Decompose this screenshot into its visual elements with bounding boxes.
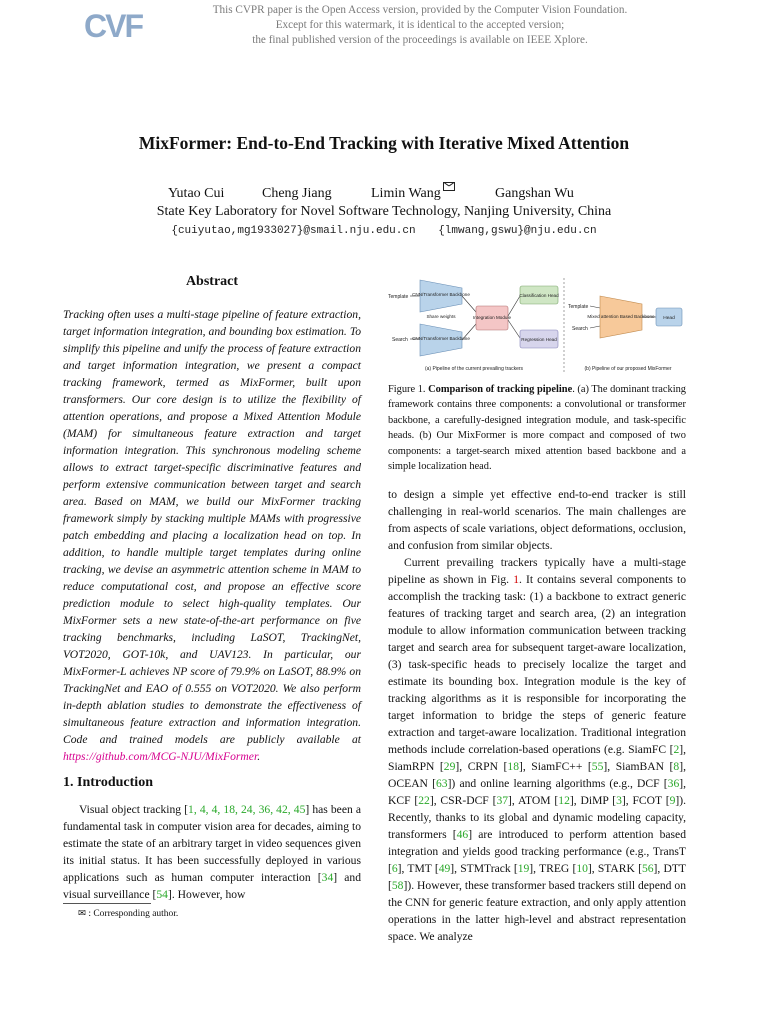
abstract-text	[63, 306, 361, 765]
cite-37[interactable]: 37	[496, 794, 509, 807]
intro-paragraph	[63, 801, 361, 903]
p2-text-11: ], ATOM [	[508, 794, 559, 807]
author-list	[168, 186, 588, 204]
cite-18[interactable]: 18	[507, 760, 519, 773]
p2-text-b: . It contains several components to accomplish the tracking task: (1) a backbone to extract generic features of tracking target and search area, (2) an integration module to allow information communication between tracking target and search area for subsequent target-aware localization, (3) task-specific heads to precisely localize the target and estimate its bounding box. Integration module is the key of tracking algorithms as it is responsible for incorporating the target information to bridge the steps of generic feature extraction and target-aware localization. Traditional integration methods include correlation-based operations (e.g. SiamFC [	[388, 573, 686, 756]
head-label: Head	[663, 316, 675, 321]
cite-6[interactable]: 6	[391, 862, 398, 875]
p2-text-7: ], OCEAN [	[388, 760, 686, 790]
fig-ref-1[interactable]: 1	[513, 573, 519, 586]
cite-8[interactable]: 8	[673, 760, 680, 773]
intro-text-c: ] and visual surveillance [	[63, 871, 362, 901]
abstract-main: Tracking often uses a multi-stage pipeline of feature extraction, target information integration, and bounding box estimation. To simplify this pipeline and unify the process of feature extraction and target information integration, we present a compact tracking framework, termed as MixFormer, built upon transformers. Our core design is to utilize the flexibility of attention operations, and propose a Mixed Attention Module (MAM) for simultaneous feature extraction and target information integration. This synchronous modeling scheme allows to extract target-specific discriminative features and perform extensive communication between target and search area. Based on MAM, we build our MixFormer tracking framework simply by stacking multiple MAMs with progressive patch embedding and placing a localization head on top. In addition, to handle multiple target templates during online tracking, we devise an asymmetric attention scheme in MAM to reduce computational cost, and propose an effective score prediction module to select high-quality templates. Our MixFormer sets a new state-of-the-art performance on five tracking benchmarks, including LaSOT, TrackingNet, VOT2020, GOT-10k, and UAV123. In particular, our MixFormer-L achieves NP score of 79.9% on LaSOT, 88.9% on TrackingNet and EAO of 0.555 on VOT2020. We also perform in-depth ablation studies to demonstrate the effectiveness of simultaneous feature extraction and information integration. Code and trained models are publicly available at	[63, 308, 361, 746]
p2-text-4: ], CRPN [	[455, 760, 508, 773]
p2-text-15: ] are introduced to perform attention based integration and yields good tracking performance (e.g., TransT [	[388, 828, 686, 875]
watermark-line-1: This CVPR paper is the Open Access version, provided by the Computer Vision Foundation.	[212, 4, 628, 16]
right-column-body	[388, 486, 686, 945]
pipeline-diagram	[388, 276, 692, 376]
cite-46[interactable]: 46	[456, 828, 469, 841]
author-3	[371, 186, 455, 202]
cite-58[interactable]: 58	[391, 879, 404, 892]
abstract-body	[63, 306, 361, 765]
paper-title: MixFormer: End-to-End Tracking with Iterative Mixed Attention	[138, 133, 630, 153]
watermark-line-2: Except for this watermark, it is identical to the accepted version;	[275, 19, 565, 31]
p2-text-6: ], SiamBAN [	[603, 760, 674, 773]
p2-text-16: ], TMT [	[397, 862, 439, 875]
p2-text-3: ], SiamRPN [	[388, 743, 686, 773]
arrow-b1-int	[462, 296, 476, 312]
fig-b-search-label: Search	[572, 326, 588, 332]
cite-54[interactable]: 54	[156, 888, 168, 901]
p2-text-21: ]). However, these transformer based trackers still depend on the CNN for generic feature extraction, and only apply attention operations in the latter high-level and abstract representation space. We analyze	[388, 879, 686, 943]
p2-text-12: ], DiMP [	[569, 794, 617, 807]
cls-head-label: Classification Head	[519, 293, 559, 298]
p2-text-18: ], TREG [	[529, 862, 577, 875]
fig-a-caption: (a) Pipeline of the current prevailing trackers	[424, 366, 524, 372]
fig-b-template-label: Template	[568, 304, 589, 310]
arrow-b-search	[590, 326, 600, 328]
p2-text-9: ], KCF [	[388, 777, 686, 807]
abstract-heading: Abstract	[185, 274, 239, 289]
fig-b-caption: (b) Pipeline of our proposed MixFormer	[584, 366, 672, 372]
cite-34[interactable]: 34	[321, 871, 334, 884]
author-3-name: Limin Wang	[371, 186, 441, 201]
abstract-end: .	[257, 750, 261, 763]
envelope-icon	[443, 182, 455, 191]
cite-49[interactable]: 49	[438, 862, 451, 875]
integration-label: Integration Module	[472, 315, 512, 320]
cite-2[interactable]: 2	[673, 743, 680, 756]
cite-36[interactable]: 36	[667, 777, 680, 790]
cite-55[interactable]: 55	[591, 760, 604, 773]
intro-text-b: ] has been a fundamental task in computer vision area for decades, aiming to estimate the state of an arbitrary target in video sequences given its initial status. It has been successfully deployed in various applications such as human computer interaction [	[63, 803, 362, 884]
intro-heading: 1. Introduction	[63, 775, 153, 790]
p2-text-5: ], SiamFC++ [	[518, 760, 592, 773]
fig-caption-prefix: Figure 1.	[388, 384, 426, 395]
p2-text-10: ], CSR-DCF [	[429, 794, 497, 807]
watermark-line-3: the final published version of the proceedings is available on IEEE Xplore.	[252, 34, 588, 46]
figure-1	[388, 276, 692, 376]
p2-text-14: ]). Recently, thanks to its global and dynamic modeling capacity, transformers [	[388, 794, 686, 841]
arrow-int-cls	[508, 296, 520, 316]
cite-19[interactable]: 19	[517, 862, 530, 875]
cite-22[interactable]: 22	[418, 794, 430, 807]
arrow-int-reg	[508, 320, 520, 338]
email-1: {cuiyutao,mg1933027}@smail.nju.edu.cn	[171, 225, 416, 237]
cite-9[interactable]: 9	[669, 794, 676, 807]
email-list	[0, 225, 768, 237]
share-weights-label: Share weights	[426, 314, 456, 319]
mixed-backbone-label: Mixed attention Based Backbone	[587, 314, 655, 319]
right-paragraph-1: to design a simple yet effective end-to-end tracker is still challenging in real-world scenarios. The main challenges are from aspects of scale variations, object deformations, occlusion, and confusion from similar objects.	[388, 488, 686, 552]
reg-head-label: Regression Head	[521, 337, 557, 342]
p2-text-20: ], DTT [	[388, 862, 686, 892]
intro-body	[63, 801, 361, 903]
cite-group-1[interactable]: 1, 4, 4, 18, 24, 36, 42, 45	[188, 803, 306, 816]
cite-10[interactable]: 10	[576, 862, 588, 875]
fig-caption-bold: Comparison of tracking pipeline	[428, 384, 573, 395]
footnote: ✉ : Corresponding author.	[78, 909, 179, 919]
footnote-rule	[63, 903, 151, 904]
intro-text-d: ]. However, how	[167, 888, 246, 901]
right-paragraph-2	[388, 554, 686, 945]
intro-text-a: Visual object tracking [	[79, 803, 189, 816]
backbone-2-label: CNN/Transformer Backbone	[412, 336, 470, 341]
cvf-logo: CVF	[84, 8, 142, 44]
fig-caption-text: . (a) The dominant tracking framework contains three components: a convolutional or transformer backbone, a carefully-designed integration module, and task-specific heads. (b) Our MixFormer is more compact and composed of two components: a target-search mixed attention based backbone and a simple localization head.	[388, 384, 686, 473]
fig-a-search-label: Search	[392, 337, 408, 343]
arrow-b-template	[590, 306, 600, 308]
backbone-1-label: CNN/Transformer Backbone	[412, 292, 470, 297]
fig-a-template-label: Template	[388, 294, 409, 300]
p2-text-8: ]) and online learning algorithms (e.g., DCF [	[447, 777, 668, 790]
affiliation: State Key Laboratory for Novel Software Technology, Nanjing University, China	[156, 204, 612, 219]
code-link[interactable]: https://github.com/MCG-NJU/MixFormer	[63, 750, 258, 763]
author-1: Yutao Cui	[168, 186, 225, 201]
p2-text-a: Current prevailing trackers typically have a multi-stage pipeline as shown in Fig.	[388, 556, 686, 586]
figure-caption	[388, 382, 686, 474]
email-2: {lmwang,gswu}@nju.edu.cn	[438, 225, 597, 237]
author-2: Cheng Jiang	[262, 186, 332, 201]
cite-56[interactable]: 56	[641, 862, 654, 875]
cite-3[interactable]: 3	[616, 794, 622, 807]
p2-text-17: ], STMTrack [	[450, 862, 518, 875]
author-4: Gangshan Wu	[495, 186, 574, 201]
p2-text-19: ], STARK [	[587, 862, 642, 875]
cite-29[interactable]: 29	[443, 760, 456, 773]
p2-text-13: ], FCOT [	[621, 794, 670, 807]
cite-12[interactable]: 12	[558, 794, 570, 807]
cite-63[interactable]: 63	[435, 777, 448, 790]
